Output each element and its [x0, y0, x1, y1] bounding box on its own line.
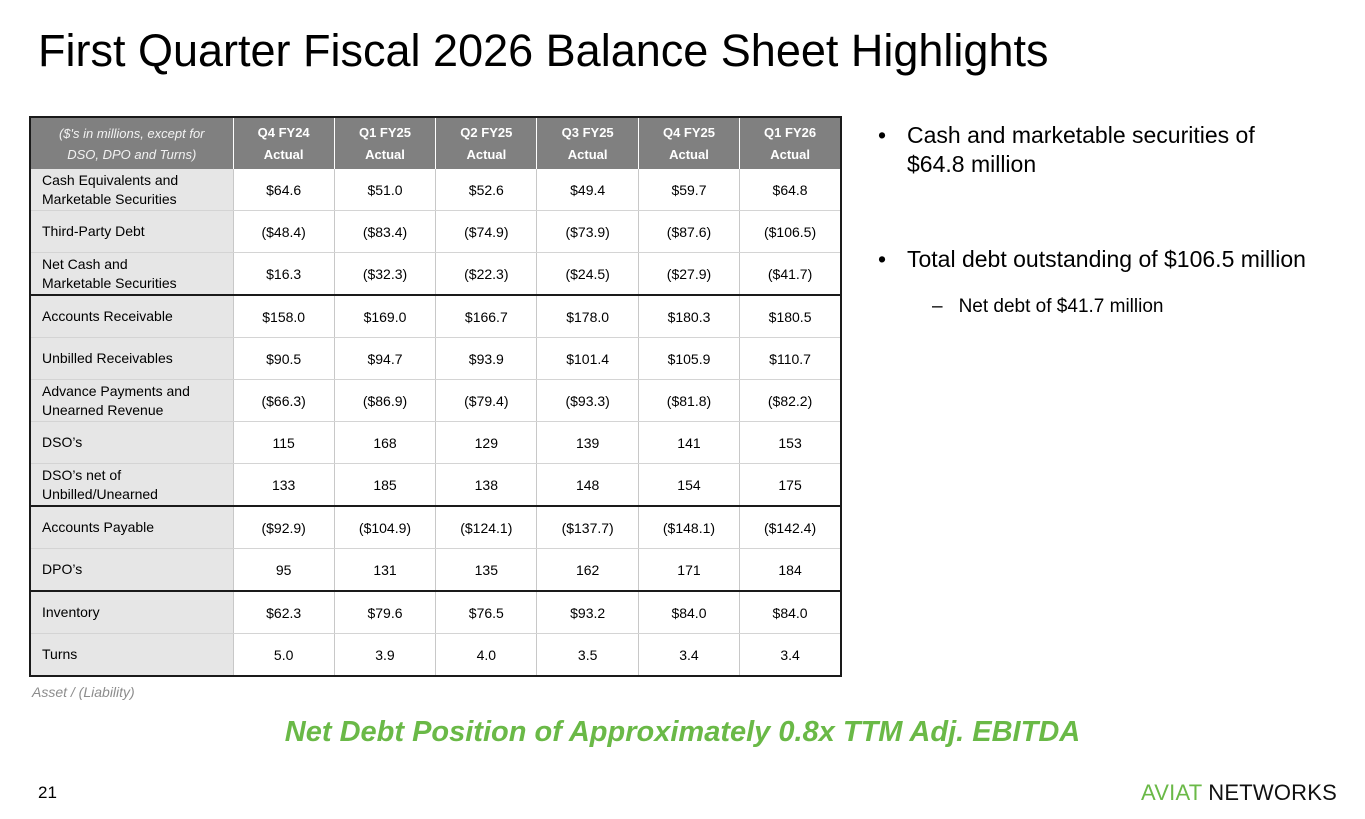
- table-cell: 129: [436, 422, 537, 464]
- row-label: Advance Payments and Unearned Revenue: [30, 380, 233, 422]
- table-cell: ($82.2): [740, 380, 841, 422]
- bullet-debt: • Total debt outstanding of $106.5 million: [878, 246, 1306, 272]
- table-cell: $84.0: [638, 591, 739, 634]
- highlight-statement: Net Debt Position of Approximately 0.8x TTM Adj. EBITDA: [284, 716, 1081, 748]
- bullet-dot: •: [878, 246, 887, 272]
- table-row: [30, 422, 841, 464]
- table-cell: $158.0: [233, 295, 334, 338]
- table-cell: $64.8: [740, 169, 841, 211]
- table-cell: ($87.6): [638, 211, 739, 253]
- table-cell: ($124.1): [436, 506, 537, 549]
- balance-sheet-table: [29, 116, 842, 677]
- row-label: Cash Equivalents and Marketable Securities: [30, 169, 233, 211]
- row-label: Accounts Payable: [30, 506, 233, 549]
- table-cell: $76.5: [436, 591, 537, 634]
- row-label: DPO’s: [30, 549, 233, 592]
- table-row: [30, 506, 841, 549]
- table-cell: 168: [334, 422, 435, 464]
- row-label: Turns: [30, 634, 233, 677]
- table-cell: ($22.3): [436, 253, 537, 296]
- dash: –: [932, 296, 943, 317]
- table-cell: ($74.9): [436, 211, 537, 253]
- table-cell: ($66.3): [233, 380, 334, 422]
- table-corner-note: ($'s in millions, except for DSO, DPO and Turns): [30, 117, 233, 169]
- table-cell: 184: [740, 549, 841, 592]
- column-header: Q3 FY25 Actual: [537, 117, 638, 169]
- table-cell: $62.3: [233, 591, 334, 634]
- table-row: [30, 253, 841, 296]
- table-row: [30, 211, 841, 253]
- table-cell: ($148.1): [638, 506, 739, 549]
- table-cell: 135: [436, 549, 537, 592]
- table-row: [30, 295, 841, 338]
- table-row: [30, 634, 841, 677]
- table-cell: $178.0: [537, 295, 638, 338]
- page-number: 21: [38, 783, 57, 802]
- table-header-row: [30, 117, 841, 169]
- table-cell: 4.0: [436, 634, 537, 677]
- table-cell: 95: [233, 549, 334, 592]
- table-row: [30, 591, 841, 634]
- sub-bullet-net-debt: – Net debt of $41.7 million: [932, 296, 1164, 317]
- row-label: Accounts Receivable: [30, 295, 233, 338]
- table-cell: ($27.9): [638, 253, 739, 296]
- table-cell: $169.0: [334, 295, 435, 338]
- table-cell: $16.3: [233, 253, 334, 296]
- table-cell: 133: [233, 464, 334, 507]
- table-row: [30, 169, 841, 211]
- table-cell: $90.5: [233, 338, 334, 380]
- table-cell: $51.0: [334, 169, 435, 211]
- table-cell: 3.5: [537, 634, 638, 677]
- table-cell: ($142.4): [740, 506, 841, 549]
- table-cell: 115: [233, 422, 334, 464]
- table-cell: $52.6: [436, 169, 537, 211]
- table-cell: $180.3: [638, 295, 739, 338]
- column-header: Q4 FY24 Actual: [233, 117, 334, 169]
- table-cell: 153: [740, 422, 841, 464]
- table-row: [30, 380, 841, 422]
- table-cell: $93.9: [436, 338, 537, 380]
- table-cell: 3.4: [740, 634, 841, 677]
- table-cell: ($48.4): [233, 211, 334, 253]
- bullet-cash: • Cash and marketable securities of $64.8 million: [878, 122, 1255, 177]
- table-cell: 5.0: [233, 634, 334, 677]
- row-label: DSO’s net of Unbilled/Unearned: [30, 464, 233, 507]
- table-cell: 3.4: [638, 634, 739, 677]
- row-label: Unbilled Receivables: [30, 338, 233, 380]
- table-cell: 139: [537, 422, 638, 464]
- table-cell: $101.4: [537, 338, 638, 380]
- table-cell: ($41.7): [740, 253, 841, 296]
- table-cell: ($73.9): [537, 211, 638, 253]
- column-header: Q1 FY26 Actual: [740, 117, 841, 169]
- table-cell: 171: [638, 549, 739, 592]
- table-cell: ($93.3): [537, 380, 638, 422]
- table-cell: ($137.7): [537, 506, 638, 549]
- table-cell: $49.4: [537, 169, 638, 211]
- table-cell: $64.6: [233, 169, 334, 211]
- table-cell: 131: [334, 549, 435, 592]
- table-cell: $93.2: [537, 591, 638, 634]
- table-cell: $79.6: [334, 591, 435, 634]
- table-cell: 185: [334, 464, 435, 507]
- table-cell: ($86.9): [334, 380, 435, 422]
- table-cell: ($81.8): [638, 380, 739, 422]
- table-cell: $105.9: [638, 338, 739, 380]
- table-row: [30, 464, 841, 507]
- table-cell: ($104.9): [334, 506, 435, 549]
- row-label: Inventory: [30, 591, 233, 634]
- table-cell: ($83.4): [334, 211, 435, 253]
- highlights-bullets: [878, 121, 1348, 317]
- company-logo: AVIAT NETWORKS: [1141, 780, 1337, 805]
- row-label: Net Cash and Marketable Securities: [30, 253, 233, 296]
- table-cell: 141: [638, 422, 739, 464]
- table-cell: 138: [436, 464, 537, 507]
- table-cell: 175: [740, 464, 841, 507]
- column-header: Q1 FY25 Actual: [334, 117, 435, 169]
- table-cell: $110.7: [740, 338, 841, 380]
- table-cell: $84.0: [740, 591, 841, 634]
- table-cell: ($106.5): [740, 211, 841, 253]
- bullet-dot: •: [878, 122, 887, 148]
- table-cell: $180.5: [740, 295, 841, 338]
- table-row: [30, 338, 841, 380]
- row-label: Third-Party Debt: [30, 211, 233, 253]
- table-cell: $94.7: [334, 338, 435, 380]
- table-cell: ($79.4): [436, 380, 537, 422]
- table-cell: $166.7: [436, 295, 537, 338]
- table-row: [30, 549, 841, 592]
- column-header: Q4 FY25 Actual: [638, 117, 739, 169]
- row-label: DSO’s: [30, 422, 233, 464]
- table-cell: ($24.5): [537, 253, 638, 296]
- table-cell: 162: [537, 549, 638, 592]
- table-cell: $59.7: [638, 169, 739, 211]
- table-cell: ($92.9): [233, 506, 334, 549]
- column-header: Q2 FY25 Actual: [436, 117, 537, 169]
- slide-title: First Quarter Fiscal 2026 Balance Sheet Highlights: [38, 25, 1049, 76]
- table-cell: 3.9: [334, 634, 435, 677]
- table-cell: ($32.3): [334, 253, 435, 296]
- footnote: Asset / (Liability): [32, 684, 135, 700]
- table-cell: 148: [537, 464, 638, 507]
- table-cell: 154: [638, 464, 739, 507]
